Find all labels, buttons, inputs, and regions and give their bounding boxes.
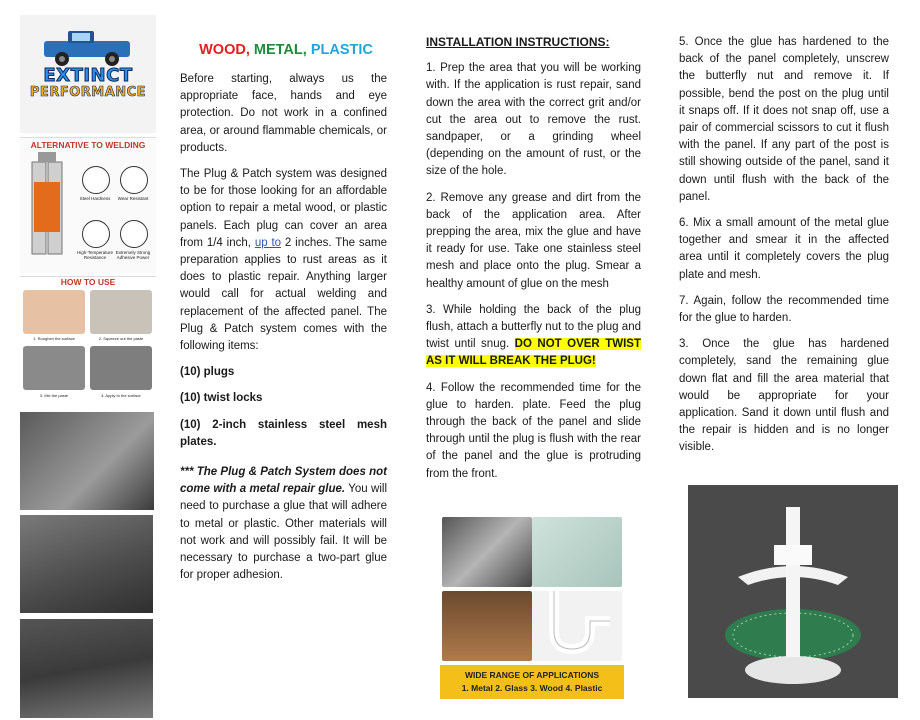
truck-panel-photo	[20, 412, 154, 510]
step-photo	[23, 290, 85, 334]
pipe-icon	[532, 591, 622, 661]
step-label: 3. Mix the paste	[39, 393, 69, 398]
logo-line1: EXTINCT	[43, 65, 133, 86]
metal-photo	[442, 517, 532, 587]
step-4: 4. Follow the recommended time for the glue to harden. plate. Feed the plug through the back of the panel and slide through until the plug is flush with the rear of the panel and the glue is protruding from the front.	[426, 381, 641, 480]
step-6: 6. Mix a small amount of the metal glue together and smear it in the affected area until it completely covers the plug plate and mesh.	[679, 217, 889, 281]
weld-label: Steel Hardness	[79, 196, 111, 201]
wood-photo	[442, 591, 532, 661]
step-3-warning: DO NOT OVER TWIST AS IT WILL BREAK THE PLUG!	[426, 338, 641, 368]
weld-label: Extremely Strong Adhesive Power	[115, 250, 151, 260]
included-item: (10) twist locks	[180, 392, 263, 405]
included-item: (10) 2-inch stainless steel mesh plates.	[180, 418, 387, 448]
headline-metal: METAL,	[253, 42, 311, 58]
truck-bed-photo	[20, 515, 153, 613]
weld-label: High-Temperature Resistance	[76, 250, 113, 260]
weld-panel-title: ALTERNATIVE TO WELDING	[30, 140, 146, 150]
description-paragraph	[180, 166, 387, 355]
truck-side-photo	[20, 619, 153, 718]
weld-label: Wear Resistant	[117, 196, 149, 201]
how-to-use-panel	[20, 276, 156, 405]
flask-icon	[120, 220, 148, 248]
step-8: 3. Once the glue has hardened completely, sand the remaining glue down flat and fill the area material that would be appropriate for your application. Sand it down until flush and the repair is hidden and is no longer visible.	[679, 338, 889, 454]
glue-note-text: You will need to purchase a glue that will adhere to metal or plastic. Other materials will not work and will possibly fail. It will be necessary to purchase a two-part glue for proper adhesion.	[180, 483, 388, 582]
step-label: 4. Apply to the surface	[101, 393, 141, 398]
alternative-to-welding-panel	[20, 137, 156, 273]
description-text-b: 2 inches. The same preparation applies to rust areas as it does to plastic repair. Anything larger would call for actual welding and replacement of the affected panel. The Plug & Patch system comes with the following items:	[180, 236, 388, 353]
step-2: 2. Remove any grease and dirt from the back of the application area. After prepping the area, mix the glue and have it ready for use. Take one stainless steel mesh and place onto the plug. Smear a healthy amount of glue on the mesh	[426, 191, 641, 290]
step-3	[426, 302, 641, 371]
installation-title: INSTALLATION INSTRUCTIONS:	[426, 35, 610, 49]
step-photo	[23, 346, 85, 390]
applications-banner	[440, 665, 624, 699]
plug-product-photo	[688, 485, 898, 698]
banner-list: 1. Metal 2. Glass 3. Wood 4. Plastic	[461, 683, 603, 693]
headline-wood: WOOD,	[199, 42, 254, 58]
logo-line2: PERFORMANCE	[29, 85, 147, 100]
safety-paragraph: Before starting, always us the appropriate face, hands and eye protection. Do not work in a confined area, or around flammable chemicals, or products.	[180, 73, 387, 154]
step-1: 1. Prep the area that you will be working with. If the application is rust repair, sand down the area with the correct grit and/or cut the area out to remove the rust. sandpaper, or a grinding wheel (depending on the amount of rust, or the size of the hole.	[426, 62, 641, 178]
column-finishing	[679, 34, 889, 466]
step-photo	[90, 346, 152, 390]
headline	[180, 42, 392, 58]
thermometer-icon	[82, 220, 110, 248]
applications-image	[440, 515, 624, 699]
step-label: 2. Squeeze out the paste	[98, 336, 144, 341]
truck-icon	[38, 27, 138, 69]
step-5: 5. Once the glue has hardened to the back of the panel completely, unscrew the butterfly nut and remove it. If possible, bend the post on the plug until it snaps off. If it does not snap off, use a pair of commercial scissors to cut it flush with the panel. If any part of the post is still showing outside of the panel, sand it down until flush with the back of the panel.	[679, 36, 889, 203]
step-photo	[90, 290, 152, 334]
extinct-performance-logo	[20, 15, 156, 133]
column-intro	[180, 71, 387, 593]
diamond-icon	[82, 166, 110, 194]
banner-title: WIDE RANGE OF APPLICATIONS	[464, 670, 600, 680]
included-item: (10) plugs	[180, 366, 235, 379]
step-3-text: 3. While holding the back of the plug flush, attach a butterfly nut to the plug and twist until snug.	[426, 303, 641, 351]
glue-syringe-icon	[24, 152, 70, 270]
description-text-a: The Plug & Patch system was designed to be for those looking for an affordable option to repair a metal wood, or plastic panels. Each plug can cover an area from 1/4 inch,	[180, 168, 387, 249]
shield-icon	[120, 166, 148, 194]
step-7: 7. Again, follow the recommended time for the glue to harden.	[679, 294, 889, 325]
glue-note-paragraph	[180, 464, 387, 584]
plug-illustration	[688, 485, 898, 698]
step-label: 1. Roughen the surface	[33, 336, 75, 341]
column-installation	[426, 34, 641, 492]
howto-title: HOW TO USE	[60, 277, 116, 287]
glass-photo	[532, 517, 622, 587]
up-to-link[interactable]: up to	[254, 236, 282, 249]
plastic-pipe-photo	[532, 591, 622, 661]
headline-plastic: PLASTIC	[310, 42, 373, 58]
glue-note-bold: *** The Plug & Patch System does not come with a metal repair glue.	[180, 466, 387, 496]
